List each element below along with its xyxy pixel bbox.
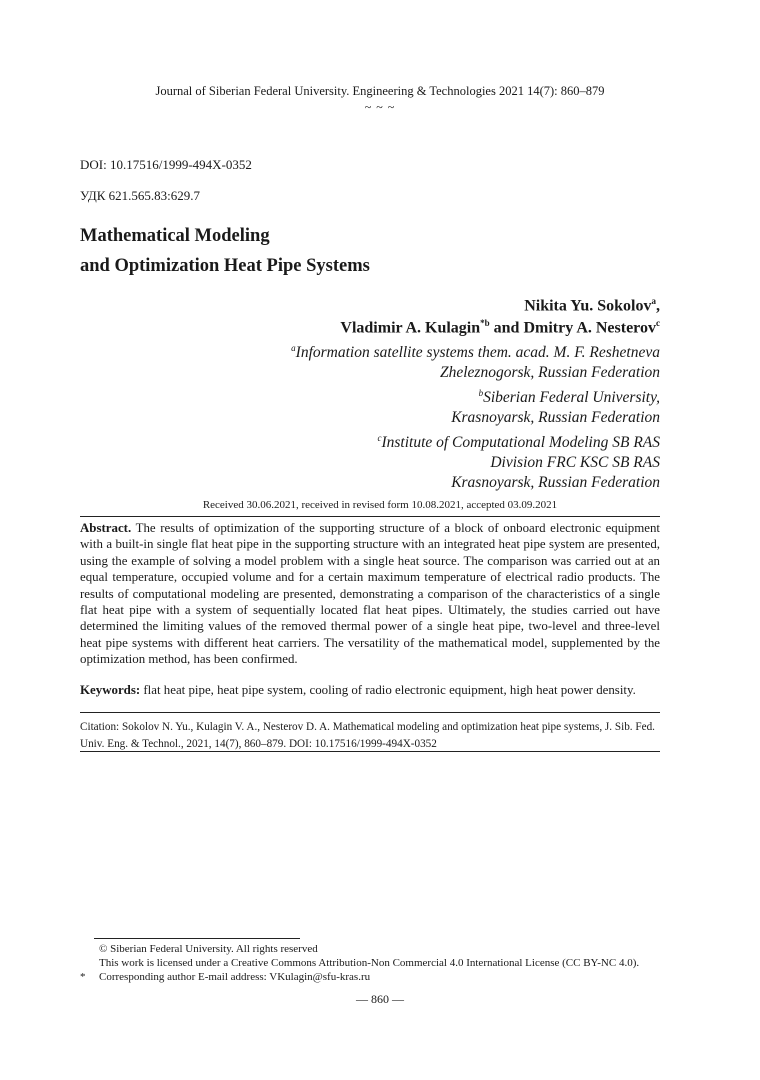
- header-ornament: ~ ~ ~: [364, 100, 396, 114]
- title-line-1: Mathematical Modeling: [80, 226, 270, 246]
- affiliation-sup: c: [377, 433, 382, 444]
- footnote-license: This work is licensed under a Creative Commons Attribution-Non Commercial 4.0 International License (CC BY-NC 4.0).: [99, 957, 640, 969]
- affiliation-sup: a: [291, 343, 296, 353]
- footnote-rule: [94, 938, 300, 939]
- affiliation-text: Krasnoyarsk, Russian Federation: [451, 409, 660, 427]
- author-2-sup: *b: [480, 318, 490, 328]
- page-number: — 860 —: [356, 992, 404, 1006]
- keywords: [80, 682, 660, 698]
- divider-top: [80, 516, 660, 517]
- title-line-2: and Optimization Heat Pipe Systems: [80, 256, 370, 276]
- affiliation-text: Siberian Federal University,: [483, 389, 660, 407]
- citation: Citation: Sokolov N. Yu., Kulagin V. A., Nesterov D. A. Mathematical modeling and optimization heat pipe systems, J. Sib. Fed. Univ. Eng. & Technol., 2021, 14(7), 860–879. DOI: 10.17516/1999-494X-0352: [80, 721, 655, 750]
- author-and: and: [489, 319, 524, 337]
- doi: DOI: 10.17516/1999-494X-0352: [80, 157, 252, 172]
- affiliation-line: [291, 363, 660, 383]
- keywords-text: flat heat pipe, heat pipe system, cooling of radio electronic equipment, high heat power density.: [140, 683, 636, 697]
- author-3-sup: c: [656, 318, 660, 328]
- affiliation-line: [291, 408, 660, 428]
- received-dates: Received 30.06.2021, received in revised form 10.08.2021, accepted 03.09.2021: [202, 499, 558, 511]
- author-1-sup: a: [651, 296, 656, 306]
- udk: УДК 621.565.83:629.7: [80, 188, 201, 203]
- journal-header: Journal of Siberian Federal University. Engineering & Technologies 2021 14(7): 860–879: [155, 84, 605, 98]
- affiliation-text: Division FRC KSC SB RAS: [490, 454, 660, 472]
- affiliation-line: [291, 473, 660, 493]
- affiliation-line: [291, 428, 660, 453]
- abstract-text: The results of optimization of the supporting structure of a block of onboard electronic equipment with a built-in single flat heat pipe in the supporting structure with an integrated heat pipe system are presented, using the example of solving a model problem with a single heat source. The comparison was carried out at an equal temperature, occupied volume and for a certain maximum temperature of electrical radio products. The results of computational modeling are presented, demonstrating a comparison of the characteristics of a single flat heat pipe with a system of sequentially located flat heat pipes. Ultimately, the studies carried out have determined the limiting values of the removed thermal power of a single heat pipe, two-level and three-level heat pipe systems with different heat carriers. The versatility of the mathematical model, supplemented by the optimization method, has been confirmed.: [80, 521, 660, 667]
- affiliations: [291, 338, 660, 493]
- keywords-label: Keywords:: [80, 683, 141, 697]
- footnote-star: *: [80, 971, 86, 983]
- abstract-label: Abstract.: [80, 521, 132, 535]
- affiliation-line: [291, 338, 660, 363]
- author-3-name: Dmitry A. Nesterov: [523, 319, 656, 337]
- affiliation-sup: b: [478, 388, 484, 399]
- footnote-corresponding: Corresponding author E-mail address: VKulagin@sfu-kras.ru: [99, 971, 371, 983]
- author-line-2: [340, 318, 660, 337]
- divider-citation-bottom: [80, 751, 660, 752]
- divider-citation-top: [80, 712, 660, 713]
- abstract: [80, 520, 660, 668]
- affiliation-text: Institute of Computational Modeling SB RAS: [381, 434, 660, 452]
- affiliation-line: [291, 383, 660, 408]
- author-line-1: [524, 296, 660, 315]
- affiliation-text: Zheleznogorsk, Russian Federation: [440, 364, 660, 382]
- footnote-copyright: © Siberian Federal University. All rights reserved: [99, 943, 318, 955]
- affiliation-text: Information satellite systems them. acad. M. F. Reshetneva: [295, 344, 660, 362]
- author-2-name: Vladimir A. Kulagin: [340, 319, 481, 337]
- author-1-name: Nikita Yu. Sokolov: [524, 297, 652, 315]
- affiliation-text: Krasnoyarsk, Russian Federation: [451, 474, 660, 492]
- author-separator: ,: [656, 297, 660, 315]
- affiliation-line: [291, 453, 660, 473]
